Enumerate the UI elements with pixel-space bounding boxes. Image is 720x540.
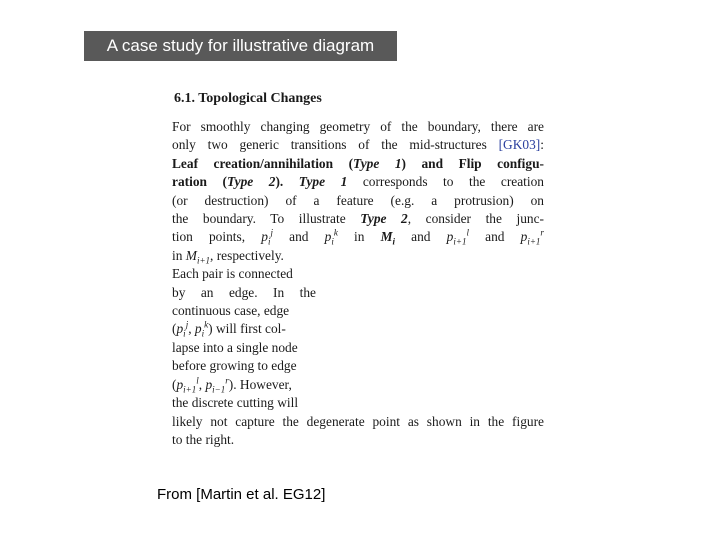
body-line-2: only two generic transitions of the mid-structures [GK03]: bbox=[172, 137, 544, 153]
citation-link[interactable]: [GK03] bbox=[498, 137, 541, 153]
body-line-13: lapse into a single node bbox=[172, 339, 298, 355]
body-line-6: the boundary. To illustrate Type 2, consider the junc- bbox=[172, 211, 544, 227]
body-line-17: likely not capture the degenerate point as shown in the figure bbox=[172, 413, 544, 429]
body-line-9: Each pair is connected bbox=[172, 266, 293, 282]
body-line-11: continuous case, edge bbox=[172, 303, 290, 319]
body-line-16: the discrete cutting will bbox=[172, 395, 299, 411]
slide-title: A case study for illustrative diagram bbox=[84, 31, 397, 61]
body-line-4: ration (Type 2). Type 1 corresponds to the creation bbox=[172, 174, 545, 190]
paper-excerpt bbox=[172, 90, 544, 449]
source-caption: From [Martin et al. EG12] bbox=[157, 486, 326, 503]
body-line-15: ($p_{i+1}^l$, $p_{i-1}^r$). However, bbox=[172, 375, 292, 395]
body-line-1: For smoothly changing geometry of the boundary, there are bbox=[172, 119, 544, 134]
body-line-5: (or destruction) of a feature (e.g. a protrusion) on bbox=[172, 192, 544, 208]
body-line-10: by an edge. In the bbox=[172, 284, 316, 300]
body-line-14: before growing to edge bbox=[172, 358, 297, 374]
body-line-18: to the right. bbox=[172, 431, 235, 447]
body-line-7: tion points, $p_i^j$ and $p_i^k$ in $M_i$ and $p_{i+1}^l$ and $p_{i+1}^r$ bbox=[172, 227, 544, 248]
body-line-12: ($p_i^j$, $p_i^k$) will first col- bbox=[172, 320, 286, 340]
section-heading: 6.1. Topological Changes bbox=[174, 91, 322, 106]
body-line-3: Leaf creation/annihilation (Type 1) and Flip configu- bbox=[172, 155, 545, 171]
body-line-8: in $M_{i+1}$, respectively. bbox=[172, 247, 284, 266]
